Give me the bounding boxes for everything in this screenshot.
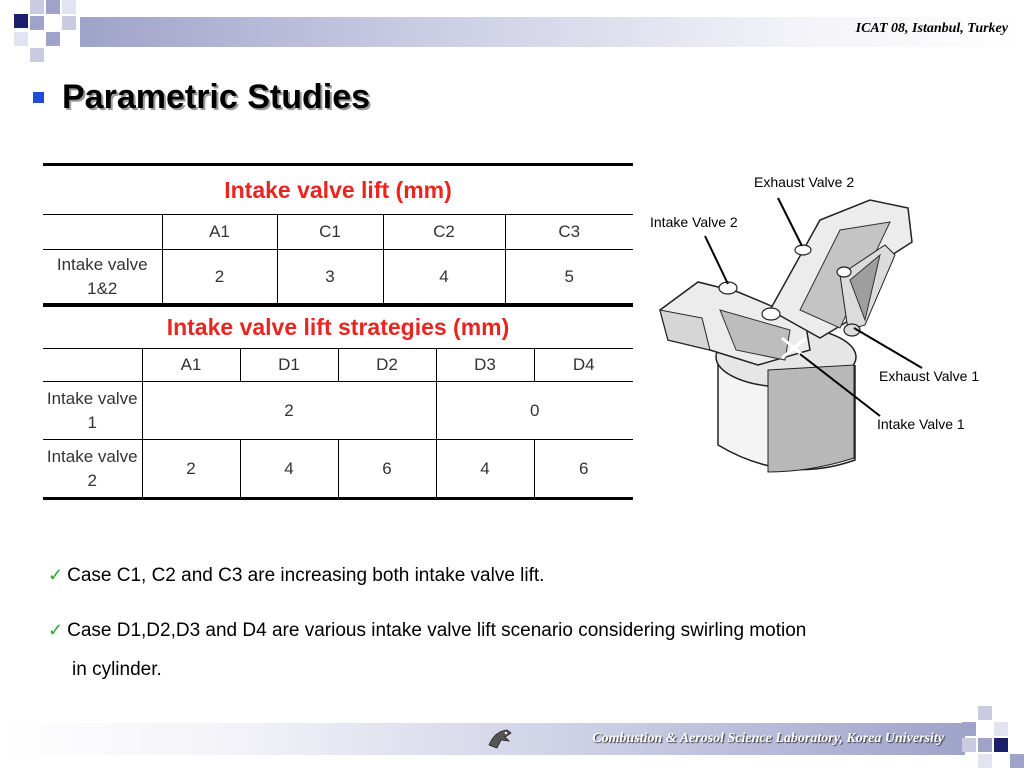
conference-label: ICAT 08, Istanbul, Turkey bbox=[855, 21, 1008, 36]
table1-header-row bbox=[43, 215, 633, 250]
table2-header-cell: D1 bbox=[240, 349, 338, 382]
table-cell: 6 bbox=[338, 440, 436, 499]
intake-valve-1-label: Intake Valve 1 bbox=[877, 416, 965, 432]
table1-header-cell bbox=[43, 215, 162, 250]
table-cell: 2 bbox=[142, 440, 240, 499]
note-text: Case C1, C2 and C3 are increasing both intake valve lift. bbox=[67, 565, 545, 586]
exhaust-valve-2-label: Exhaust Valve 2 bbox=[754, 174, 855, 190]
intake-valve-lift-table bbox=[43, 163, 633, 307]
row-label: Intake valve 1&2 bbox=[43, 250, 162, 306]
engine-illustration bbox=[640, 160, 1024, 490]
table-cell: 2 bbox=[162, 250, 277, 306]
title-bullet-icon bbox=[33, 92, 44, 103]
engine-valve-diagram bbox=[640, 160, 1024, 490]
checkmark-icon: ✓ bbox=[48, 565, 64, 585]
table-cell: 6 bbox=[534, 440, 633, 499]
table2-title: Intake valve lift strategies (mm) bbox=[43, 303, 633, 349]
intake-valve-2-label: Intake Valve 2 bbox=[650, 214, 738, 230]
table1-header-cell: C3 bbox=[505, 215, 633, 250]
table-row bbox=[43, 382, 633, 440]
table2-header-cell bbox=[43, 349, 142, 382]
intake-valve-strategies-table bbox=[43, 303, 633, 500]
note-text: Case D1,D2,D3 and D4 are various intake valve lift scenario considering swirling motion bbox=[67, 620, 807, 641]
lab-logo-icon bbox=[487, 727, 513, 756]
exhaust-valve-1-label: Exhaust Valve 1 bbox=[879, 368, 980, 384]
row-label: Intake valve 1 bbox=[43, 382, 142, 440]
table-cell: 4 bbox=[383, 250, 505, 306]
table2-header-cell: A1 bbox=[142, 349, 240, 382]
table2-header-cell: D4 bbox=[534, 349, 633, 382]
row-label: Intake valve 2 bbox=[43, 440, 142, 499]
table1-header-cell: C1 bbox=[277, 215, 383, 250]
lab-name: Combustion & Aerosol Science Laboratory, Korea University bbox=[592, 731, 944, 746]
checkmark-icon: ✓ bbox=[48, 620, 64, 640]
table-row bbox=[43, 440, 633, 499]
table1-header-cell: C2 bbox=[383, 215, 505, 250]
table-cell: 4 bbox=[436, 440, 534, 499]
table-row bbox=[43, 250, 633, 306]
table1-title: Intake valve lift (mm) bbox=[43, 163, 633, 215]
table2-header-cell: D3 bbox=[436, 349, 534, 382]
slide-title: Parametric Studies bbox=[62, 78, 371, 116]
table-cell: 4 bbox=[240, 440, 338, 499]
table1-header-cell: A1 bbox=[162, 215, 277, 250]
table-cell: 5 bbox=[505, 250, 633, 306]
note-continuation: in cylinder. bbox=[72, 659, 162, 680]
note-item bbox=[48, 610, 806, 651]
note-item bbox=[48, 555, 544, 596]
table-cell: 3 bbox=[277, 250, 383, 306]
table2-header-cell: D2 bbox=[338, 349, 436, 382]
table2-header-row bbox=[43, 349, 633, 382]
table-cell: 2 bbox=[142, 382, 436, 440]
table-cell: 0 bbox=[436, 382, 633, 440]
